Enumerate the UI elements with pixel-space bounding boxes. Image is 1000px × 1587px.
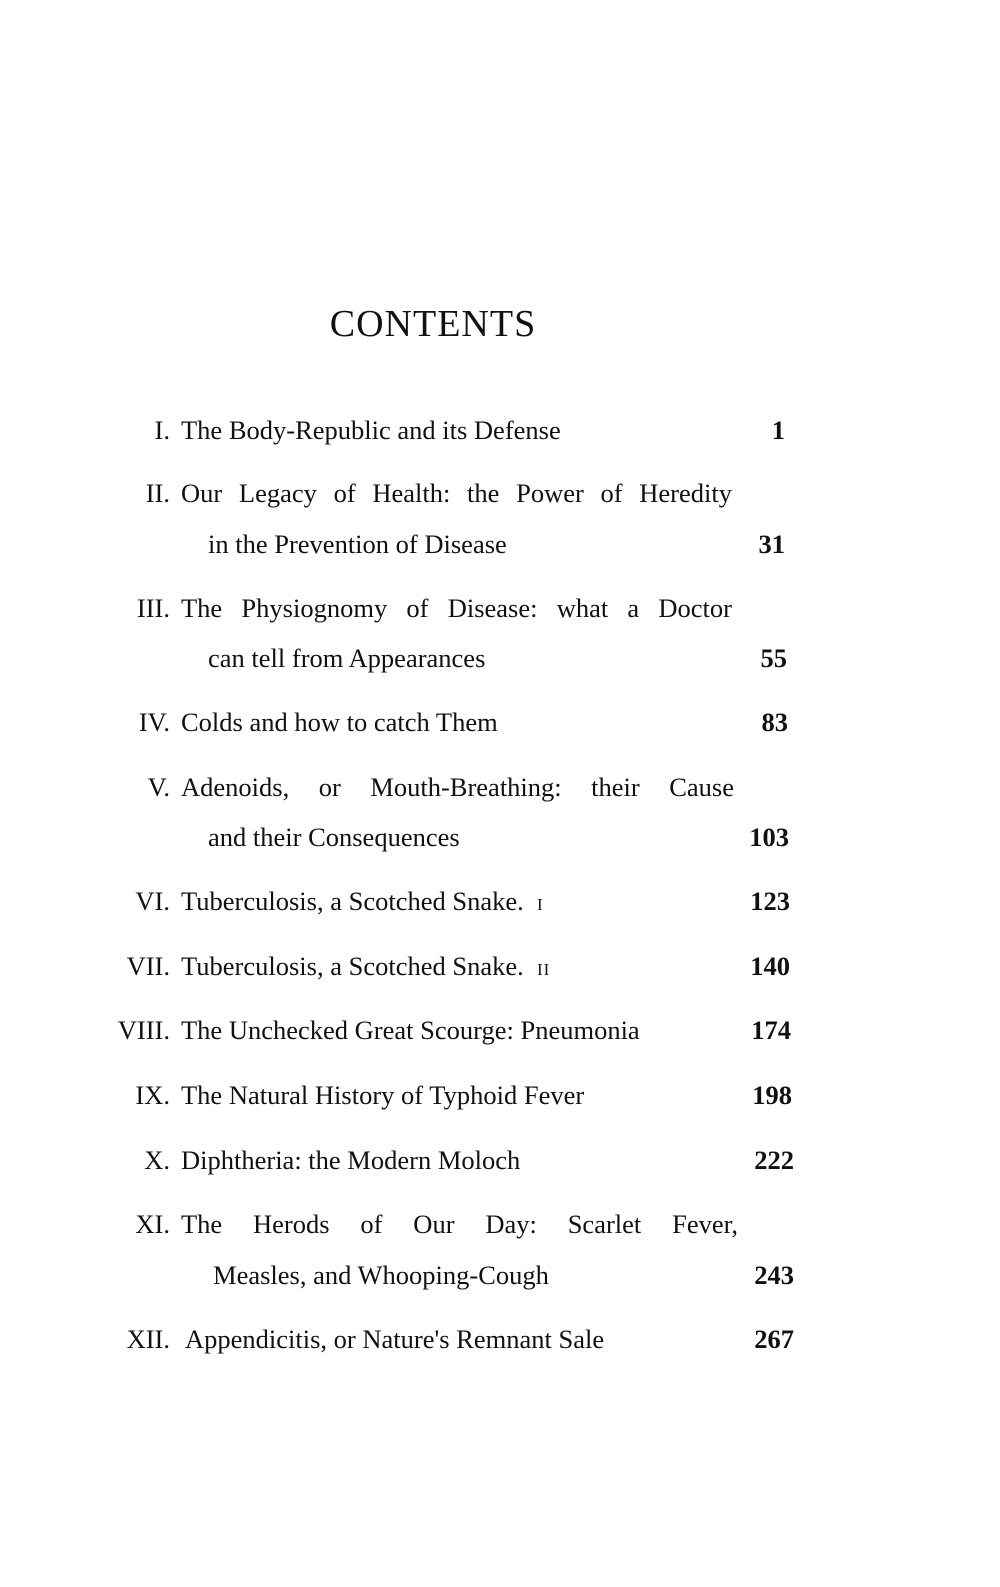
- chapter-title: Colds and how to catch Them: [181, 707, 498, 737]
- page-number: 31: [758, 529, 785, 559]
- chapter-title: Diphtheria: the Modern Moloch: [181, 1145, 521, 1175]
- chapter-title-continued: can tell from Appearances: [208, 643, 486, 673]
- part-number: II: [537, 960, 551, 979]
- chapter-number: IX.: [135, 1080, 170, 1110]
- page-number: 267: [754, 1324, 794, 1354]
- chapter-number: V.: [147, 772, 170, 802]
- page-title: CONTENTS: [329, 303, 537, 345]
- page-number: 174: [751, 1015, 791, 1045]
- page-number: 222: [754, 1145, 794, 1175]
- chapter-title: Our Legacy of Health: the Power of Heredity: [181, 478, 732, 508]
- chapter-number: XII.: [126, 1324, 170, 1354]
- page-number: 140: [750, 951, 790, 981]
- chapter-number: XI.: [135, 1209, 170, 1239]
- chapter-title-continued: Measles, and Whooping-Cough: [213, 1260, 549, 1290]
- chapter-title: The Natural History of Typhoid Fever: [181, 1080, 585, 1110]
- chapter-number: III.: [136, 593, 170, 623]
- chapter-number: VI.: [135, 886, 170, 916]
- page-number: 243: [754, 1260, 794, 1290]
- chapter-title: The Herods of Our Day: Scarlet Fever,: [181, 1209, 738, 1239]
- page-number: 1: [771, 415, 785, 445]
- chapter-title: The Unchecked Great Scourge: Pneumonia: [181, 1015, 640, 1045]
- page-number: 55: [760, 643, 787, 673]
- chapter-title: Adenoids, or Mouth-Breathing: their Cause: [181, 772, 734, 802]
- chapter-number: VII.: [126, 951, 170, 981]
- chapter-title: The Body-Republic and its Defense: [181, 415, 561, 445]
- chapter-title-continued: and their Consequences: [208, 822, 460, 852]
- part-number: I: [537, 895, 544, 914]
- chapter-number: I.: [154, 415, 170, 445]
- chapter-title: Tuberculosis, a Scotched Snake. II: [181, 951, 551, 981]
- page-number: 198: [752, 1080, 792, 1110]
- chapter-number: VIII.: [117, 1015, 170, 1045]
- page-number: 83: [761, 707, 788, 737]
- chapter-number: X.: [144, 1145, 170, 1175]
- chapter-number: II.: [145, 478, 170, 508]
- chapter-number: IV.: [138, 707, 170, 737]
- page-number: 103: [749, 822, 789, 852]
- chapter-title: The Physiognomy of Disease: what a Doctor: [181, 593, 732, 623]
- page-number: 123: [750, 886, 790, 916]
- chapter-title: Appendicitis, or Nature's Remnant Sale: [185, 1324, 605, 1354]
- chapter-title: Tuberculosis, a Scotched Snake. I: [181, 886, 544, 916]
- chapter-title-continued: in the Prevention of Disease: [208, 529, 507, 559]
